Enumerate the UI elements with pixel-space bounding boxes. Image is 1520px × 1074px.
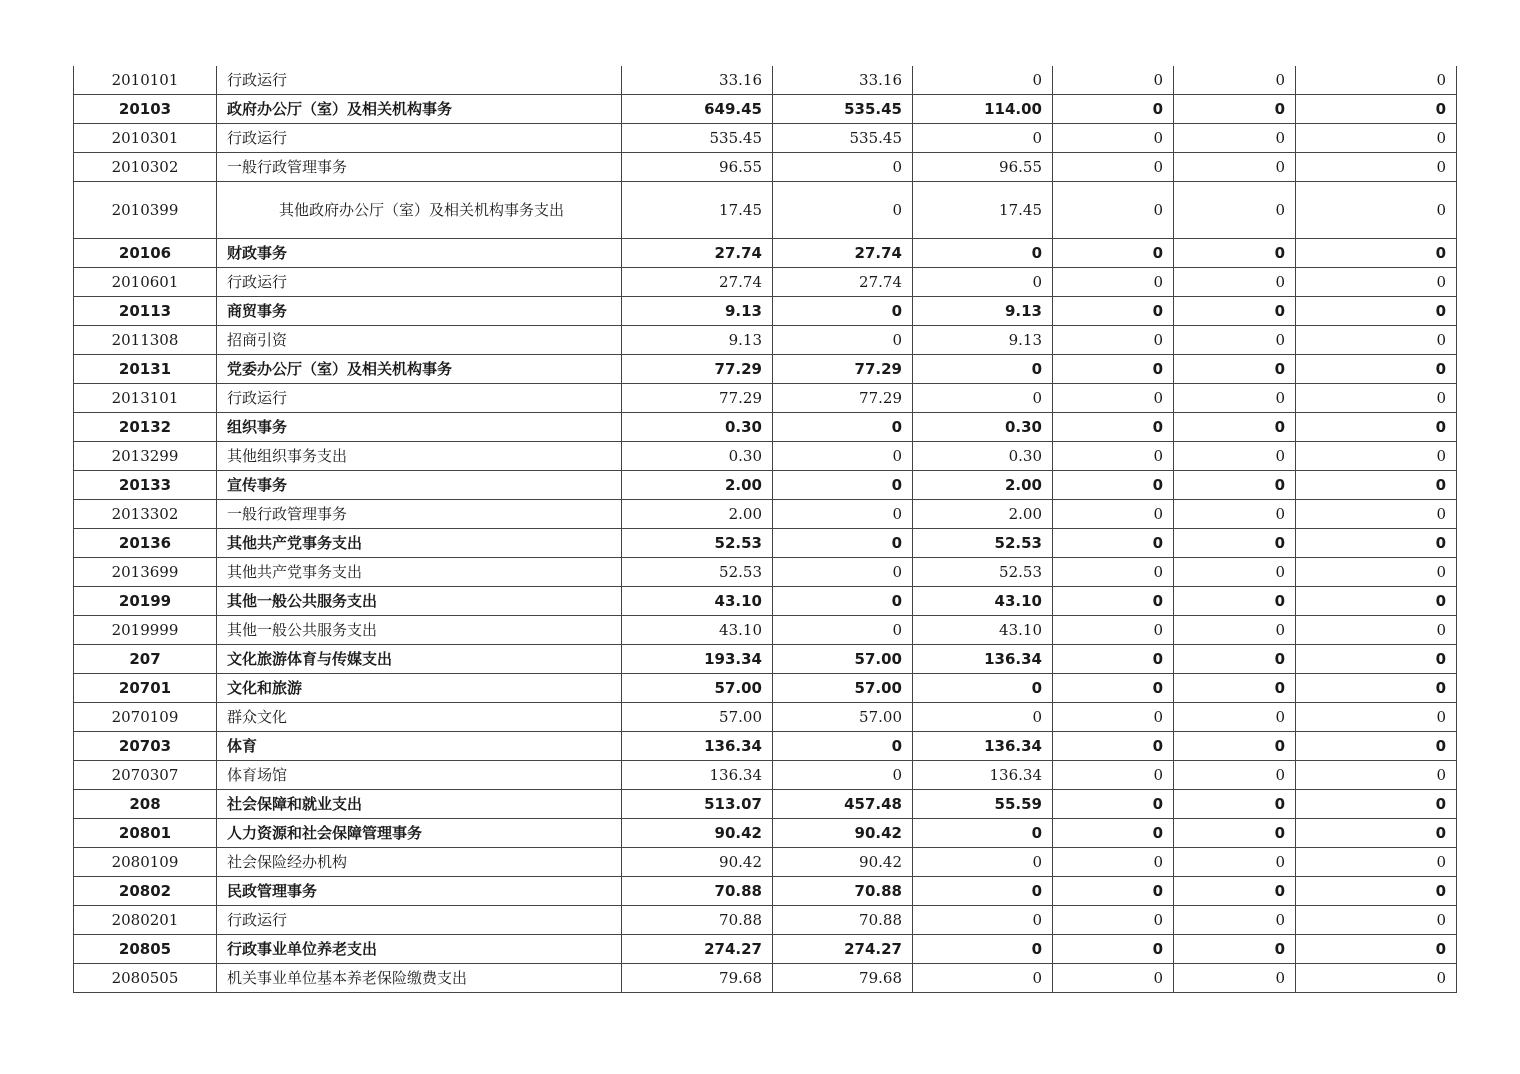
cell-value-4: 0 [1053, 587, 1174, 616]
cell-value-3: 0 [913, 674, 1053, 703]
cell-name: 党委办公厅（室）及相关机构事务 [217, 355, 622, 384]
cell-value-3: 0 [913, 877, 1053, 906]
cell-value-6: 0 [1296, 703, 1457, 732]
cell-value-4: 0 [1053, 124, 1174, 153]
cell-value-6: 0 [1296, 124, 1457, 153]
cell-value-3: 0 [913, 703, 1053, 732]
cell-value-6: 0 [1296, 558, 1457, 587]
cell-value-6: 0 [1296, 66, 1457, 95]
cell-value-1: 52.53 [622, 558, 773, 587]
cell-value-2: 0 [773, 761, 913, 790]
cell-value-6: 0 [1296, 384, 1457, 413]
cell-value-2: 27.74 [773, 239, 913, 268]
table-body [74, 66, 1457, 993]
cell-value-6: 0 [1296, 761, 1457, 790]
cell-value-4: 0 [1053, 819, 1174, 848]
cell-value-3: 136.34 [913, 645, 1053, 674]
cell-value-2: 57.00 [773, 645, 913, 674]
cell-value-6: 0 [1296, 935, 1457, 964]
cell-code: 2080201 [74, 906, 217, 935]
cell-value-4: 0 [1053, 935, 1174, 964]
cell-value-6: 0 [1296, 442, 1457, 471]
cell-value-5: 0 [1174, 790, 1296, 819]
table-row [74, 355, 1457, 384]
cell-value-5: 0 [1174, 442, 1296, 471]
table-row [74, 645, 1457, 674]
table-row [74, 384, 1457, 413]
cell-value-6: 0 [1296, 95, 1457, 124]
table-row [74, 616, 1457, 645]
cell-name: 其他组织事务支出 [217, 442, 622, 471]
cell-value-5: 0 [1174, 848, 1296, 877]
cell-value-5: 0 [1174, 529, 1296, 558]
cell-value-6: 0 [1296, 355, 1457, 384]
cell-value-2: 70.88 [773, 877, 913, 906]
cell-code: 20805 [74, 935, 217, 964]
cell-value-1: 136.34 [622, 732, 773, 761]
cell-value-4: 0 [1053, 182, 1174, 239]
cell-value-2: 0 [773, 297, 913, 326]
cell-name: 行政运行 [217, 268, 622, 297]
cell-code: 2010399 [74, 182, 217, 239]
table-row [74, 297, 1457, 326]
cell-value-5: 0 [1174, 877, 1296, 906]
cell-name: 社会保障和就业支出 [217, 790, 622, 819]
cell-value-4: 0 [1053, 964, 1174, 993]
cell-value-4: 0 [1053, 732, 1174, 761]
cell-value-4: 0 [1053, 268, 1174, 297]
cell-name: 其他共产党事务支出 [217, 529, 622, 558]
cell-value-5: 0 [1174, 297, 1296, 326]
cell-value-4: 0 [1053, 500, 1174, 529]
cell-value-4: 0 [1053, 442, 1174, 471]
cell-code: 2019999 [74, 616, 217, 645]
cell-value-1: 57.00 [622, 703, 773, 732]
cell-value-2: 79.68 [773, 964, 913, 993]
cell-value-6: 0 [1296, 674, 1457, 703]
cell-name: 宣传事务 [217, 471, 622, 500]
table-row [74, 964, 1457, 993]
cell-value-3: 0 [913, 268, 1053, 297]
cell-code: 2013101 [74, 384, 217, 413]
cell-value-2: 33.16 [773, 66, 913, 95]
cell-name: 商贸事务 [217, 297, 622, 326]
cell-value-6: 0 [1296, 471, 1457, 500]
cell-value-3: 96.55 [913, 153, 1053, 182]
cell-value-6: 0 [1296, 790, 1457, 819]
cell-code: 2010302 [74, 153, 217, 182]
cell-value-5: 0 [1174, 500, 1296, 529]
cell-code: 20132 [74, 413, 217, 442]
cell-value-5: 0 [1174, 587, 1296, 616]
table-row [74, 732, 1457, 761]
cell-value-3: 0 [913, 239, 1053, 268]
cell-value-5: 0 [1174, 761, 1296, 790]
cell-value-3: 0 [913, 355, 1053, 384]
cell-code: 20133 [74, 471, 217, 500]
cell-value-5: 0 [1174, 964, 1296, 993]
cell-name: 招商引资 [217, 326, 622, 355]
cell-value-1: 90.42 [622, 848, 773, 877]
table-row [74, 471, 1457, 500]
table-row [74, 877, 1457, 906]
cell-value-3: 0.30 [913, 413, 1053, 442]
cell-value-2: 27.74 [773, 268, 913, 297]
cell-value-5: 0 [1174, 558, 1296, 587]
cell-value-5: 0 [1174, 616, 1296, 645]
cell-value-3: 43.10 [913, 587, 1053, 616]
cell-value-2: 274.27 [773, 935, 913, 964]
cell-value-4: 0 [1053, 355, 1174, 384]
cell-value-3: 0 [913, 935, 1053, 964]
cell-value-3: 52.53 [913, 558, 1053, 587]
table-row [74, 558, 1457, 587]
cell-code: 207 [74, 645, 217, 674]
cell-value-2: 0 [773, 326, 913, 355]
cell-value-4: 0 [1053, 761, 1174, 790]
cell-value-6: 0 [1296, 326, 1457, 355]
cell-value-1: 513.07 [622, 790, 773, 819]
cell-value-2: 0 [773, 442, 913, 471]
cell-value-4: 0 [1053, 877, 1174, 906]
cell-value-3: 9.13 [913, 297, 1053, 326]
cell-value-4: 0 [1053, 558, 1174, 587]
cell-value-6: 0 [1296, 239, 1457, 268]
cell-value-2: 90.42 [773, 848, 913, 877]
cell-value-6: 0 [1296, 500, 1457, 529]
cell-value-3: 52.53 [913, 529, 1053, 558]
table-row [74, 529, 1457, 558]
cell-value-4: 0 [1053, 66, 1174, 95]
cell-value-2: 77.29 [773, 355, 913, 384]
cell-value-1: 9.13 [622, 326, 773, 355]
cell-value-3: 0 [913, 906, 1053, 935]
cell-value-1: 52.53 [622, 529, 773, 558]
cell-value-1: 274.27 [622, 935, 773, 964]
cell-value-4: 0 [1053, 471, 1174, 500]
cell-value-3: 43.10 [913, 616, 1053, 645]
cell-value-1: 17.45 [622, 182, 773, 239]
cell-name: 一般行政管理事务 [217, 500, 622, 529]
cell-value-6: 0 [1296, 268, 1457, 297]
cell-value-2: 0 [773, 500, 913, 529]
cell-code: 20701 [74, 674, 217, 703]
cell-value-3: 2.00 [913, 500, 1053, 529]
budget-table [73, 66, 1457, 993]
table-row [74, 587, 1457, 616]
cell-value-2: 457.48 [773, 790, 913, 819]
cell-value-3: 0 [913, 819, 1053, 848]
cell-value-2: 0 [773, 732, 913, 761]
cell-value-4: 0 [1053, 384, 1174, 413]
cell-value-6: 0 [1296, 645, 1457, 674]
cell-value-1: 136.34 [622, 761, 773, 790]
cell-value-3: 55.59 [913, 790, 1053, 819]
cell-name: 机关事业单位基本养老保险缴费支出 [217, 964, 622, 993]
cell-code: 20136 [74, 529, 217, 558]
cell-name: 体育 [217, 732, 622, 761]
cell-value-6: 0 [1296, 413, 1457, 442]
cell-value-1: 0.30 [622, 413, 773, 442]
cell-value-3: 2.00 [913, 471, 1053, 500]
cell-value-2: 0 [773, 182, 913, 239]
cell-value-1: 70.88 [622, 877, 773, 906]
cell-name: 政府办公厅（室）及相关机构事务 [217, 95, 622, 124]
cell-value-1: 33.16 [622, 66, 773, 95]
cell-value-1: 2.00 [622, 471, 773, 500]
table-row [74, 703, 1457, 732]
cell-value-4: 0 [1053, 645, 1174, 674]
cell-value-2: 0 [773, 529, 913, 558]
cell-name: 其他政府办公厅（室）及相关机构事务支出 [217, 182, 622, 239]
cell-value-2: 0 [773, 587, 913, 616]
cell-value-5: 0 [1174, 384, 1296, 413]
cell-value-4: 0 [1053, 297, 1174, 326]
cell-value-6: 0 [1296, 732, 1457, 761]
table-row [74, 500, 1457, 529]
cell-value-2: 90.42 [773, 819, 913, 848]
cell-value-2: 57.00 [773, 703, 913, 732]
cell-value-5: 0 [1174, 355, 1296, 384]
cell-value-4: 0 [1053, 153, 1174, 182]
cell-value-1: 77.29 [622, 384, 773, 413]
cell-value-2: 0 [773, 153, 913, 182]
cell-value-1: 77.29 [622, 355, 773, 384]
cell-value-6: 0 [1296, 848, 1457, 877]
cell-name: 财政事务 [217, 239, 622, 268]
cell-value-1: 9.13 [622, 297, 773, 326]
cell-value-3: 0.30 [913, 442, 1053, 471]
cell-code: 20703 [74, 732, 217, 761]
cell-value-5: 0 [1174, 239, 1296, 268]
cell-code: 2010101 [74, 66, 217, 95]
cell-value-1: 79.68 [622, 964, 773, 993]
cell-name: 行政事业单位养老支出 [217, 935, 622, 964]
cell-value-1: 535.45 [622, 124, 773, 153]
cell-value-4: 0 [1053, 95, 1174, 124]
cell-value-2: 77.29 [773, 384, 913, 413]
cell-name: 其他一般公共服务支出 [217, 616, 622, 645]
cell-value-6: 0 [1296, 877, 1457, 906]
cell-value-1: 96.55 [622, 153, 773, 182]
cell-value-2: 70.88 [773, 906, 913, 935]
cell-name: 人力资源和社会保障管理事务 [217, 819, 622, 848]
cell-value-3: 0 [913, 66, 1053, 95]
cell-code: 2011308 [74, 326, 217, 355]
cell-value-6: 0 [1296, 819, 1457, 848]
cell-value-5: 0 [1174, 645, 1296, 674]
cell-value-6: 0 [1296, 587, 1457, 616]
cell-name: 行政运行 [217, 124, 622, 153]
cell-value-5: 0 [1174, 674, 1296, 703]
cell-value-3: 17.45 [913, 182, 1053, 239]
cell-code: 2013299 [74, 442, 217, 471]
cell-value-5: 0 [1174, 471, 1296, 500]
cell-value-5: 0 [1174, 413, 1296, 442]
cell-code: 20131 [74, 355, 217, 384]
cell-code: 2010601 [74, 268, 217, 297]
cell-value-1: 43.10 [622, 587, 773, 616]
cell-value-3: 0 [913, 124, 1053, 153]
cell-value-2: 535.45 [773, 124, 913, 153]
cell-code: 2080109 [74, 848, 217, 877]
cell-value-5: 0 [1174, 66, 1296, 95]
cell-value-3: 114.00 [913, 95, 1053, 124]
cell-value-5: 0 [1174, 732, 1296, 761]
cell-value-4: 0 [1053, 239, 1174, 268]
cell-code: 20106 [74, 239, 217, 268]
table-row [74, 153, 1457, 182]
cell-value-4: 0 [1053, 326, 1174, 355]
cell-value-4: 0 [1053, 616, 1174, 645]
table-row [74, 935, 1457, 964]
cell-name: 组织事务 [217, 413, 622, 442]
cell-value-4: 0 [1053, 848, 1174, 877]
cell-value-2: 535.45 [773, 95, 913, 124]
table-row [74, 819, 1457, 848]
cell-value-5: 0 [1174, 124, 1296, 153]
table-row [74, 413, 1457, 442]
cell-value-6: 0 [1296, 297, 1457, 326]
cell-value-4: 0 [1053, 413, 1174, 442]
cell-value-5: 0 [1174, 268, 1296, 297]
cell-value-4: 0 [1053, 674, 1174, 703]
cell-name: 其他一般公共服务支出 [217, 587, 622, 616]
cell-value-4: 0 [1053, 529, 1174, 558]
cell-code: 2013699 [74, 558, 217, 587]
table-row [74, 442, 1457, 471]
table-row [74, 268, 1457, 297]
table-row [74, 95, 1457, 124]
table-row [74, 761, 1457, 790]
cell-value-1: 193.34 [622, 645, 773, 674]
cell-value-5: 0 [1174, 326, 1296, 355]
cell-value-3: 0 [913, 848, 1053, 877]
cell-value-2: 57.00 [773, 674, 913, 703]
cell-value-1: 2.00 [622, 500, 773, 529]
cell-name: 群众文化 [217, 703, 622, 732]
cell-name: 文化和旅游 [217, 674, 622, 703]
cell-value-3: 9.13 [913, 326, 1053, 355]
cell-value-3: 0 [913, 384, 1053, 413]
cell-value-3: 0 [913, 964, 1053, 993]
cell-value-1: 0.30 [622, 442, 773, 471]
cell-value-5: 0 [1174, 703, 1296, 732]
cell-code: 20802 [74, 877, 217, 906]
cell-value-2: 0 [773, 471, 913, 500]
cell-name: 文化旅游体育与传媒支出 [217, 645, 622, 674]
cell-value-6: 0 [1296, 153, 1457, 182]
cell-name: 一般行政管理事务 [217, 153, 622, 182]
cell-name: 其他共产党事务支出 [217, 558, 622, 587]
cell-value-3: 136.34 [913, 761, 1053, 790]
cell-code: 20103 [74, 95, 217, 124]
cell-code: 2070109 [74, 703, 217, 732]
cell-name: 社会保险经办机构 [217, 848, 622, 877]
cell-value-6: 0 [1296, 906, 1457, 935]
cell-value-1: 43.10 [622, 616, 773, 645]
cell-name: 行政运行 [217, 906, 622, 935]
cell-value-2: 0 [773, 413, 913, 442]
cell-code: 2070307 [74, 761, 217, 790]
table-row [74, 906, 1457, 935]
cell-code: 2080505 [74, 964, 217, 993]
cell-value-1: 70.88 [622, 906, 773, 935]
table-row [74, 124, 1457, 153]
cell-value-6: 0 [1296, 529, 1457, 558]
cell-value-6: 0 [1296, 616, 1457, 645]
cell-value-2: 0 [773, 616, 913, 645]
cell-code: 20113 [74, 297, 217, 326]
cell-name: 体育场馆 [217, 761, 622, 790]
cell-value-3: 136.34 [913, 732, 1053, 761]
cell-value-6: 0 [1296, 182, 1457, 239]
cell-name: 行政运行 [217, 384, 622, 413]
cell-value-5: 0 [1174, 935, 1296, 964]
cell-code: 208 [74, 790, 217, 819]
cell-value-5: 0 [1174, 819, 1296, 848]
cell-name: 民政管理事务 [217, 877, 622, 906]
cell-value-5: 0 [1174, 153, 1296, 182]
table-row [74, 326, 1457, 355]
cell-value-2: 0 [773, 558, 913, 587]
cell-value-6: 0 [1296, 964, 1457, 993]
table-row [74, 790, 1457, 819]
cell-value-5: 0 [1174, 906, 1296, 935]
table-row [74, 182, 1457, 239]
cell-name: 行政运行 [217, 66, 622, 95]
cell-code: 2013302 [74, 500, 217, 529]
cell-code: 20801 [74, 819, 217, 848]
cell-code: 20199 [74, 587, 217, 616]
cell-value-1: 27.74 [622, 268, 773, 297]
cell-code: 2010301 [74, 124, 217, 153]
cell-value-4: 0 [1053, 906, 1174, 935]
table-row [74, 239, 1457, 268]
cell-value-5: 0 [1174, 182, 1296, 239]
cell-value-5: 0 [1174, 95, 1296, 124]
cell-value-1: 90.42 [622, 819, 773, 848]
cell-value-4: 0 [1053, 703, 1174, 732]
cell-value-1: 57.00 [622, 674, 773, 703]
table-row [74, 848, 1457, 877]
cell-value-4: 0 [1053, 790, 1174, 819]
cell-value-1: 27.74 [622, 239, 773, 268]
table-row [74, 66, 1457, 95]
table-row [74, 674, 1457, 703]
cell-value-1: 649.45 [622, 95, 773, 124]
